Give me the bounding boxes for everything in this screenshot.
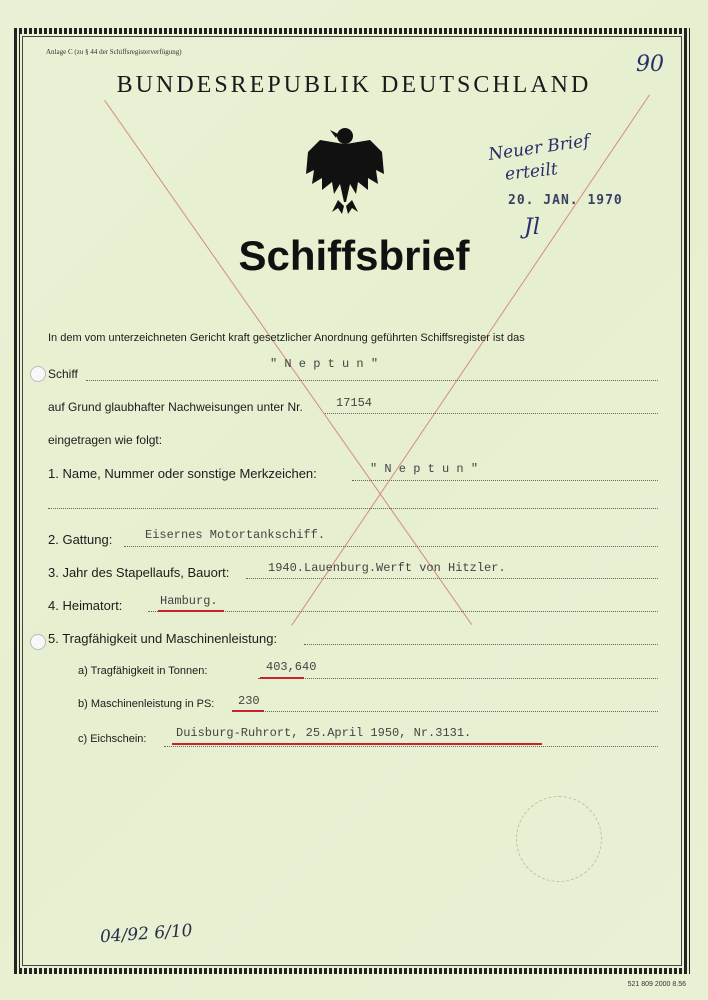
- red-underline: [232, 710, 264, 712]
- date-stamp: 20. JAN. 1970: [508, 193, 623, 208]
- country-title: BUNDESREPUBLIK DEUTSCHLAND: [116, 72, 592, 98]
- entered-label: eingetragen wie folgt:: [48, 433, 163, 447]
- dotted-line: [148, 611, 658, 612]
- federal-eagle-icon: [300, 122, 390, 217]
- cert-label: c) Eichschein:: [78, 733, 147, 745]
- punch-hole: [30, 634, 46, 650]
- punch-hole: [30, 366, 46, 382]
- dotted-line: [48, 508, 658, 509]
- red-underline: [172, 743, 542, 745]
- intro-text: In dem vom unterzeichneten Gericht kraft gesetzlicher Anordnung geführten Schiffsregister ist das: [48, 332, 525, 344]
- power-value: 230: [238, 694, 260, 708]
- home-value: Hamburg.: [160, 594, 218, 608]
- dotted-line: [352, 480, 658, 481]
- handwritten-note: Neuer Brief: [487, 131, 591, 165]
- dotted-line: [325, 413, 658, 414]
- name-value: " N e p t u n ": [370, 462, 479, 476]
- tonnage-label: a) Tragfähigkeit in Tonnen:: [78, 665, 208, 677]
- print-code: 521 809 2000 8.56: [627, 981, 686, 988]
- type-value: Eisernes Motortankschiff.: [145, 528, 326, 542]
- dotted-line: [232, 711, 658, 712]
- ship-name-value: " N e p t u n ": [270, 357, 379, 371]
- initials: Jl: [524, 215, 540, 240]
- tonnage-value: 403,640: [266, 660, 317, 674]
- year-value: 1940.Lauenburg.Werft von Hitzler.: [268, 561, 506, 575]
- handwritten-note: erteilt: [504, 159, 559, 185]
- red-underline: [260, 677, 304, 679]
- handwritten-reference: 04/92 6/10: [99, 920, 194, 948]
- register-number: 17154: [336, 396, 373, 410]
- red-underline: [158, 610, 224, 612]
- year-label: 3. Jahr des Stapellaufs, Bauort:: [48, 565, 230, 580]
- document-heading: Schiffsbrief: [238, 232, 470, 279]
- type-label: 2. Gattung:: [48, 532, 113, 547]
- corner-number: 90: [636, 52, 664, 77]
- power-label: b) Maschinenleistung in PS:: [78, 698, 215, 710]
- home-label: 4. Heimatort:: [48, 598, 123, 613]
- dotted-line: [304, 644, 658, 645]
- dotted-line: [246, 578, 658, 579]
- annex-note: Anlage C (zu § 44 der Schiffsregisterverfügung): [46, 48, 182, 56]
- ship-label: Schiff: [48, 367, 78, 381]
- dotted-line: [164, 746, 658, 747]
- embossed-seal: [516, 796, 602, 882]
- basis-label: auf Grund glaubhafter Nachweisungen unter Nr.: [48, 400, 303, 414]
- name-label: 1. Name, Nummer oder sonstige Merkzeichen:: [48, 466, 317, 481]
- dotted-line: [86, 380, 658, 381]
- cert-value: Duisburg-Ruhrort, 25.April 1950, Nr.3131.: [176, 726, 472, 740]
- dotted-line: [258, 678, 658, 679]
- capacity-label: 5. Tragfähigkeit und Maschinenleistung:: [48, 631, 278, 646]
- dotted-line: [124, 546, 658, 547]
